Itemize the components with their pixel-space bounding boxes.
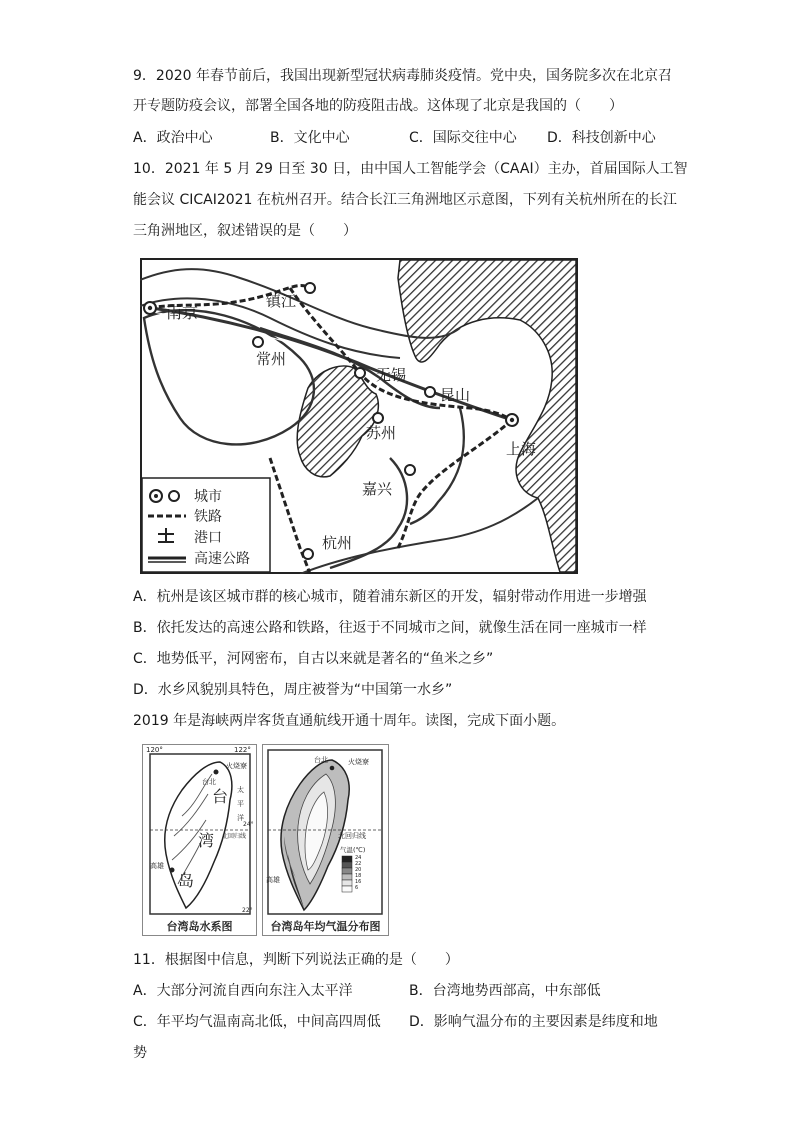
q11-stem: 11．根据图中信息，判断下列说法正确的是（ ） bbox=[133, 952, 459, 968]
taiwan-intro: 2019 年是海峡两岸客货直通航线开通十周年。读图，完成下面小题。 bbox=[133, 713, 566, 729]
city-label-suzhou: 苏州 bbox=[366, 424, 397, 442]
city-label-shanghai: 上海 bbox=[506, 440, 537, 458]
q10-stem-line2: 能会议 CICAI2021 在杭州召开。结合长江三角洲地区示意图，下列有关杭州所在的长江 bbox=[133, 192, 677, 208]
city-label-nanjing: 南京 bbox=[166, 303, 199, 322]
q9-stem-line1: 9．2020 年春节前后，我国出现新型冠状病毒肺炎疫情。党中央，国务院多次在北京召 bbox=[133, 68, 672, 84]
q11-option-a[interactable]: A．大部分河流自西向东注入太平洋 bbox=[133, 983, 353, 999]
q11-option-d[interactable]: D．影响气温分布的主要因素是纬度和地 bbox=[409, 1014, 658, 1030]
taiwan-char-3: 岛 bbox=[178, 871, 195, 890]
city-label-kunshan: 昆山 bbox=[440, 386, 471, 404]
q10-stem-line3: 三角洲地区，叙述错误的是（ ） bbox=[133, 223, 357, 239]
temperature-legend-title: 气温(℃) bbox=[340, 846, 366, 854]
q10-option-d[interactable]: D．水乡风貌别具特色，周庄被誉为“中国第一水乡” bbox=[133, 682, 453, 698]
pacific-char-1: 太 bbox=[237, 786, 244, 794]
lon-122: 122° bbox=[234, 746, 251, 754]
legend-value-18: 18 bbox=[355, 873, 362, 879]
taiwan-char-2: 湾 bbox=[198, 831, 215, 850]
q10-option-c[interactable]: C．地势低平，河网密布，自古以来就是著名的“鱼米之乡” bbox=[133, 651, 494, 667]
taiwan-temperature-map bbox=[262, 744, 389, 936]
taipei-label: 台北 bbox=[202, 778, 216, 786]
city-label-jiaxing: 嘉兴 bbox=[362, 480, 393, 498]
legend-value-6: 6 bbox=[355, 885, 359, 891]
pacific-char-3: 洋 bbox=[237, 814, 244, 822]
legend-value-20: 20 bbox=[355, 867, 362, 873]
temperature-caption: 台湾岛年均气温分布图 bbox=[270, 920, 381, 933]
q9-option-b[interactable]: B．文化中心 bbox=[270, 130, 350, 146]
q11-options-row1 bbox=[133, 981, 693, 1001]
q10-stem-line1: 10．2021 年 5 月 29 日至 30 日，由中国人工智能学会（CAAI）主办，首届国际人工智 bbox=[133, 161, 688, 177]
tropic-label-left: 北回归线 bbox=[222, 833, 247, 840]
taiwan-water-system-map bbox=[142, 744, 257, 936]
legend-railway: 铁路 bbox=[194, 509, 222, 525]
legend-city: 城市 bbox=[194, 489, 222, 505]
kaohsiung-label-temp: 高雄 bbox=[266, 876, 280, 884]
yangtze-delta-map bbox=[140, 258, 578, 574]
city-label-changzhou: 常州 bbox=[256, 350, 287, 368]
tropic-label-right: 北回归线 bbox=[338, 832, 366, 840]
city-label-hangzhou: 杭州 bbox=[322, 534, 353, 552]
kaohsiung-label-left: 高雄 bbox=[150, 862, 164, 870]
water-system-caption: 台湾岛水系图 bbox=[166, 920, 233, 933]
q9-option-a[interactable]: A．政治中心 bbox=[133, 130, 213, 146]
lon-120: 120° bbox=[146, 746, 163, 754]
taiwan-char-1: 台 bbox=[212, 787, 229, 806]
legend-value-24: 24 bbox=[355, 855, 362, 861]
q10-option-a[interactable]: A．杭州是该区城市群的核心城市，随着浦东新区的开发，辐射带动作用进一步增强 bbox=[133, 589, 647, 605]
lat-24: 24° bbox=[243, 821, 254, 828]
lat-22: 22° bbox=[242, 907, 253, 914]
q11-option-b[interactable]: B．台湾地势西部高，中东部低 bbox=[409, 983, 601, 999]
taipei-label-temp: 台北 bbox=[314, 756, 328, 764]
q9-option-d[interactable]: D．科技创新中心 bbox=[547, 130, 656, 146]
q11-option-c[interactable]: C．年平均气温南高北低，中间高四周低 bbox=[133, 1014, 381, 1030]
q11-option-d-wrap: 势 bbox=[133, 1045, 147, 1061]
huoshaoliao-label-temp: 火烧寮 bbox=[348, 758, 369, 766]
q11-options-row2 bbox=[133, 1012, 693, 1032]
pacific-char-2: 平 bbox=[237, 800, 244, 808]
legend-expressway: 高速公路 bbox=[194, 551, 250, 567]
q9-options bbox=[133, 128, 693, 148]
q9-stem-line2: 开专题防疫会议，部署全国各地的防疫阻击战。这体现了北京是我国的（ ） bbox=[133, 98, 623, 114]
legend-value-16: 16 bbox=[355, 879, 362, 885]
q10-option-b[interactable]: B．依托发达的高速公路和铁路，往返于不同城市之间，就像生活在同一座城市一样 bbox=[133, 620, 647, 636]
city-label-zhenjiang: 镇江 bbox=[266, 292, 297, 310]
legend-port: 港口 bbox=[194, 530, 222, 546]
q9-option-c[interactable]: C．国际交往中心 bbox=[409, 130, 517, 146]
city-label-wuxi: 无锡 bbox=[376, 366, 407, 384]
huoshaoliao-label: 火烧寮 bbox=[226, 762, 247, 770]
legend-value-22: 22 bbox=[355, 861, 362, 867]
